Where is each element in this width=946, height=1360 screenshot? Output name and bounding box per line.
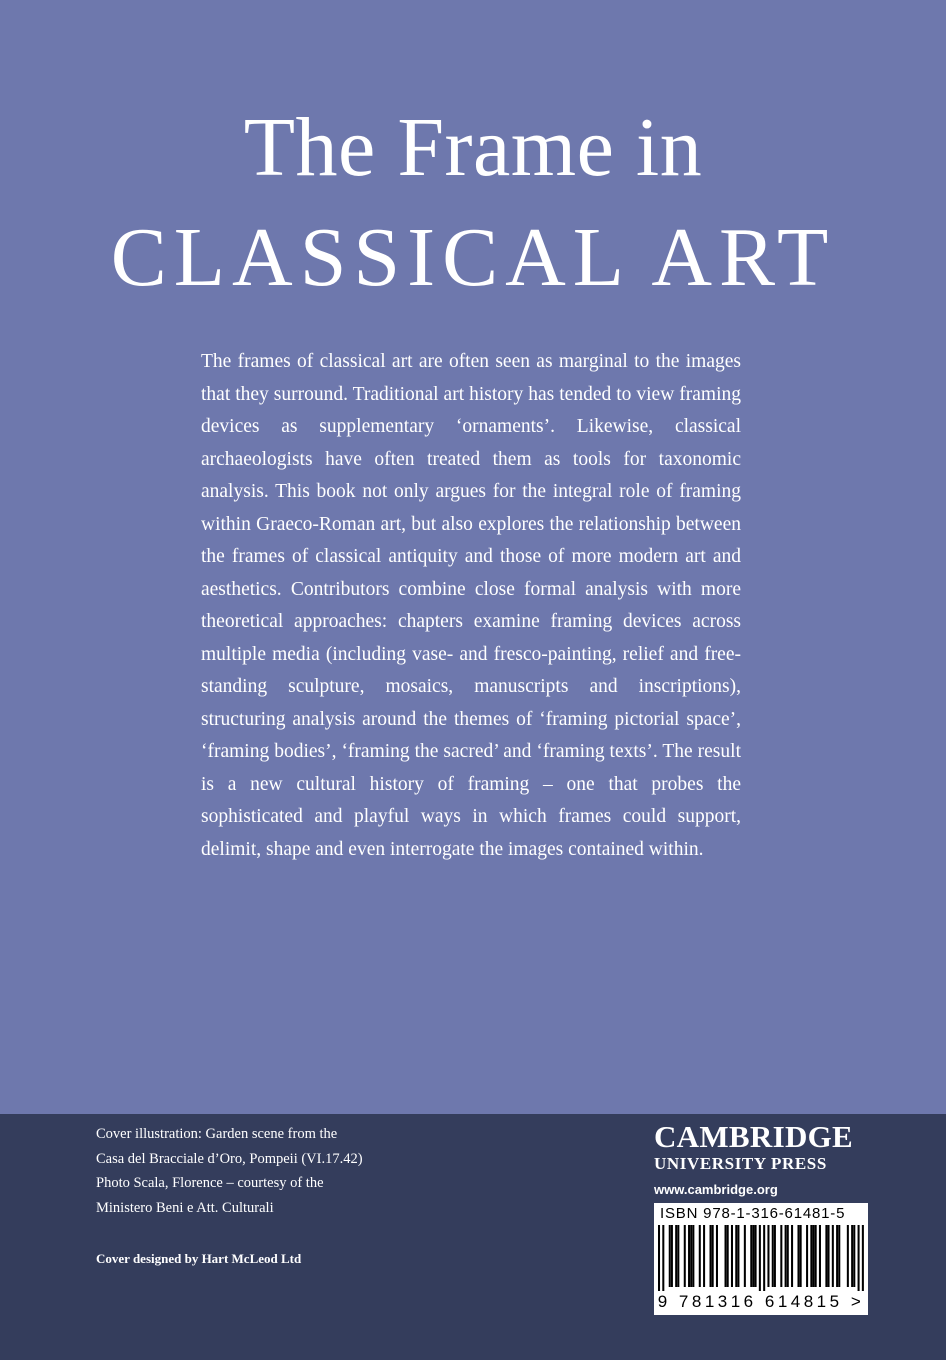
barcode-bar: [810, 1225, 812, 1287]
barcode-bar: [853, 1225, 855, 1287]
barcode-bar: [703, 1225, 705, 1287]
barcode-bar: [658, 1225, 660, 1291]
barcode-bar: [692, 1225, 694, 1287]
barcode-bar: [671, 1225, 673, 1287]
barcode-bar: [710, 1225, 712, 1287]
publisher-name: CAMBRIDGE: [654, 1119, 854, 1154]
barcode-bar: [806, 1225, 808, 1287]
barcode-bar: [780, 1225, 782, 1287]
cover-credits: [96, 1122, 436, 1220]
barcode-bar: [785, 1225, 787, 1287]
barcode-bar: [813, 1225, 815, 1287]
barcode-bar: [735, 1225, 737, 1287]
barcode-bar: [725, 1225, 727, 1287]
barcode-bar: [688, 1225, 690, 1287]
barcode-bar: [815, 1225, 817, 1287]
barcode-bar: [819, 1225, 821, 1287]
barcode-bar: [838, 1225, 840, 1287]
barcode-bar: [690, 1225, 692, 1287]
barcode-bar: [662, 1225, 664, 1291]
credit-line: Photo Scala, Florence – courtesy of the: [96, 1175, 324, 1191]
barcode-bar: [836, 1225, 838, 1287]
barcode-bar: [677, 1225, 679, 1287]
title-line-1: The Frame in: [243, 101, 703, 194]
barcode-bar: [752, 1225, 754, 1287]
barcode-bar: [851, 1225, 853, 1287]
barcode-bar: [712, 1225, 714, 1287]
barcode-bar: [684, 1225, 686, 1287]
barcode-bar: [825, 1225, 827, 1287]
credit-line: Casa del Bracciale d’Oro, Pompeii (VI.17.42): [96, 1150, 363, 1167]
barcode-bar: [755, 1225, 757, 1287]
publisher-block: [654, 1120, 868, 1200]
barcode-bar: [750, 1225, 752, 1287]
barcode-bar: [847, 1225, 849, 1287]
barcode-bar: [731, 1225, 733, 1287]
barcode-bar: [828, 1225, 830, 1287]
title-line-2: CLASSICAL ART: [110, 211, 836, 304]
publisher-press: UNIVERSITY PRESS: [654, 1154, 827, 1173]
barcode-bar: [862, 1225, 864, 1291]
barcode-bar: [767, 1225, 769, 1287]
barcode-bar: [737, 1225, 739, 1287]
barcode-bar: [772, 1225, 774, 1287]
barcode-bar: [791, 1225, 793, 1287]
barcode-bar: [716, 1225, 718, 1287]
barcode-bar: [744, 1225, 746, 1287]
credit-line: Cover illustration: Garden scene from the: [96, 1126, 338, 1142]
barcode-bar: [832, 1225, 834, 1287]
barcode-bar: [787, 1225, 789, 1287]
cover-designer: Cover designed by Hart McLeod Ltd: [96, 1251, 302, 1266]
barcode-icon: [658, 1225, 864, 1291]
credit-line: Ministero Beni e Att. Culturali: [96, 1199, 274, 1216]
barcode-bar: [699, 1225, 701, 1287]
barcode-bar: [763, 1225, 765, 1291]
publisher-url: www.cambridge.org: [654, 1182, 778, 1197]
barcode-bar: [858, 1225, 860, 1291]
barcode-bar: [800, 1225, 802, 1287]
barcode-bar: [797, 1225, 799, 1287]
barcode-bar: [774, 1225, 776, 1287]
barcode-bar: [675, 1225, 677, 1287]
blurb-text: The frames of classical art are often seen as marginal to the images that they surround. Traditional art history has tended to view framing devices as supplementary ‘ornaments’. Likewise, classical archaeologists have often treated them as tools for taxonomic analysis. This book not only argues for the integral role of framing within Graeco-Roman art, but also explores the relationship between the frames of classical antiquity and those of more modern art and aesthetics. Contributors combine close formal analysis with more theoretical approaches: chapters examine framing devices across multiple media (including vase- and fresco-painting, relief and free-standing sculpture, mosaics, manuscripts and inscriptions), structuring analysis around the themes of ‘framing pictorial space’, ‘framing bodies’, ‘framing the sacred’ and ‘framing texts’. The result is a new cultural history of framing – one that probes the sophisticated and playful ways in which frames could support, delimit, shape and even interrogate the images contained within.: [201, 351, 741, 860]
barcode-bar: [669, 1225, 671, 1287]
barcode-box: [654, 1203, 868, 1315]
isbn-label: ISBN 978-1-316-61481-5: [660, 1205, 846, 1222]
barcode-bar: [727, 1225, 729, 1287]
barcode-digits: 9 781316 614815 >: [657, 1292, 865, 1311]
barcode-bar: [759, 1225, 761, 1291]
